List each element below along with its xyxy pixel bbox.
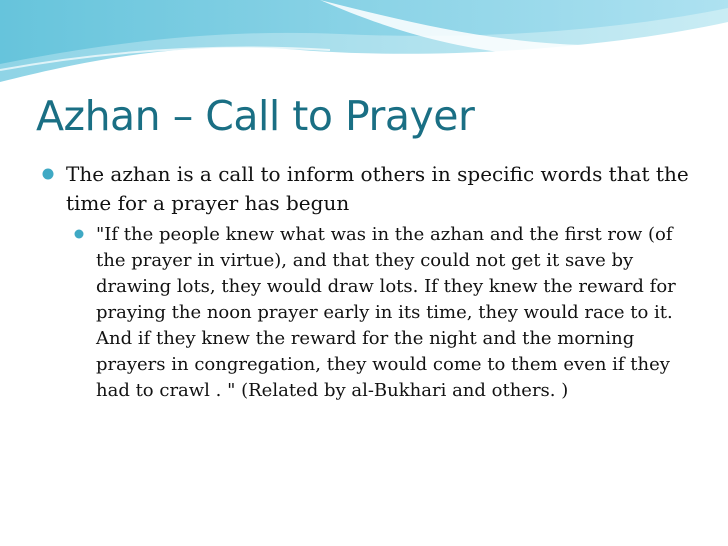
bullet-item xyxy=(36,160,696,218)
sub-bullet-item xyxy=(36,222,696,404)
bullet-list xyxy=(36,160,696,404)
header-wave-decoration xyxy=(0,0,728,90)
sub-bullet-text: "If the people knew what was in the azhan and the first row (of the prayer in virtue), and that they could not get it save by drawing lots, they would draw lots. If they knew the reward for praying the noon prayer early in its time, they would race to it. And if they knew the reward for the night and the morning prayers in congregation, they would come to them even if they had to crawl . " (Related by al-Bukhari and others. ) xyxy=(96,224,676,401)
sub-bullet-icon xyxy=(74,229,84,239)
bullet-text: The azhan is a call to inform others in specific words that the time for a prayer has begun xyxy=(66,162,689,215)
bullet-icon xyxy=(42,168,54,180)
slide-title: Azhan – Call to Prayer xyxy=(36,92,475,140)
